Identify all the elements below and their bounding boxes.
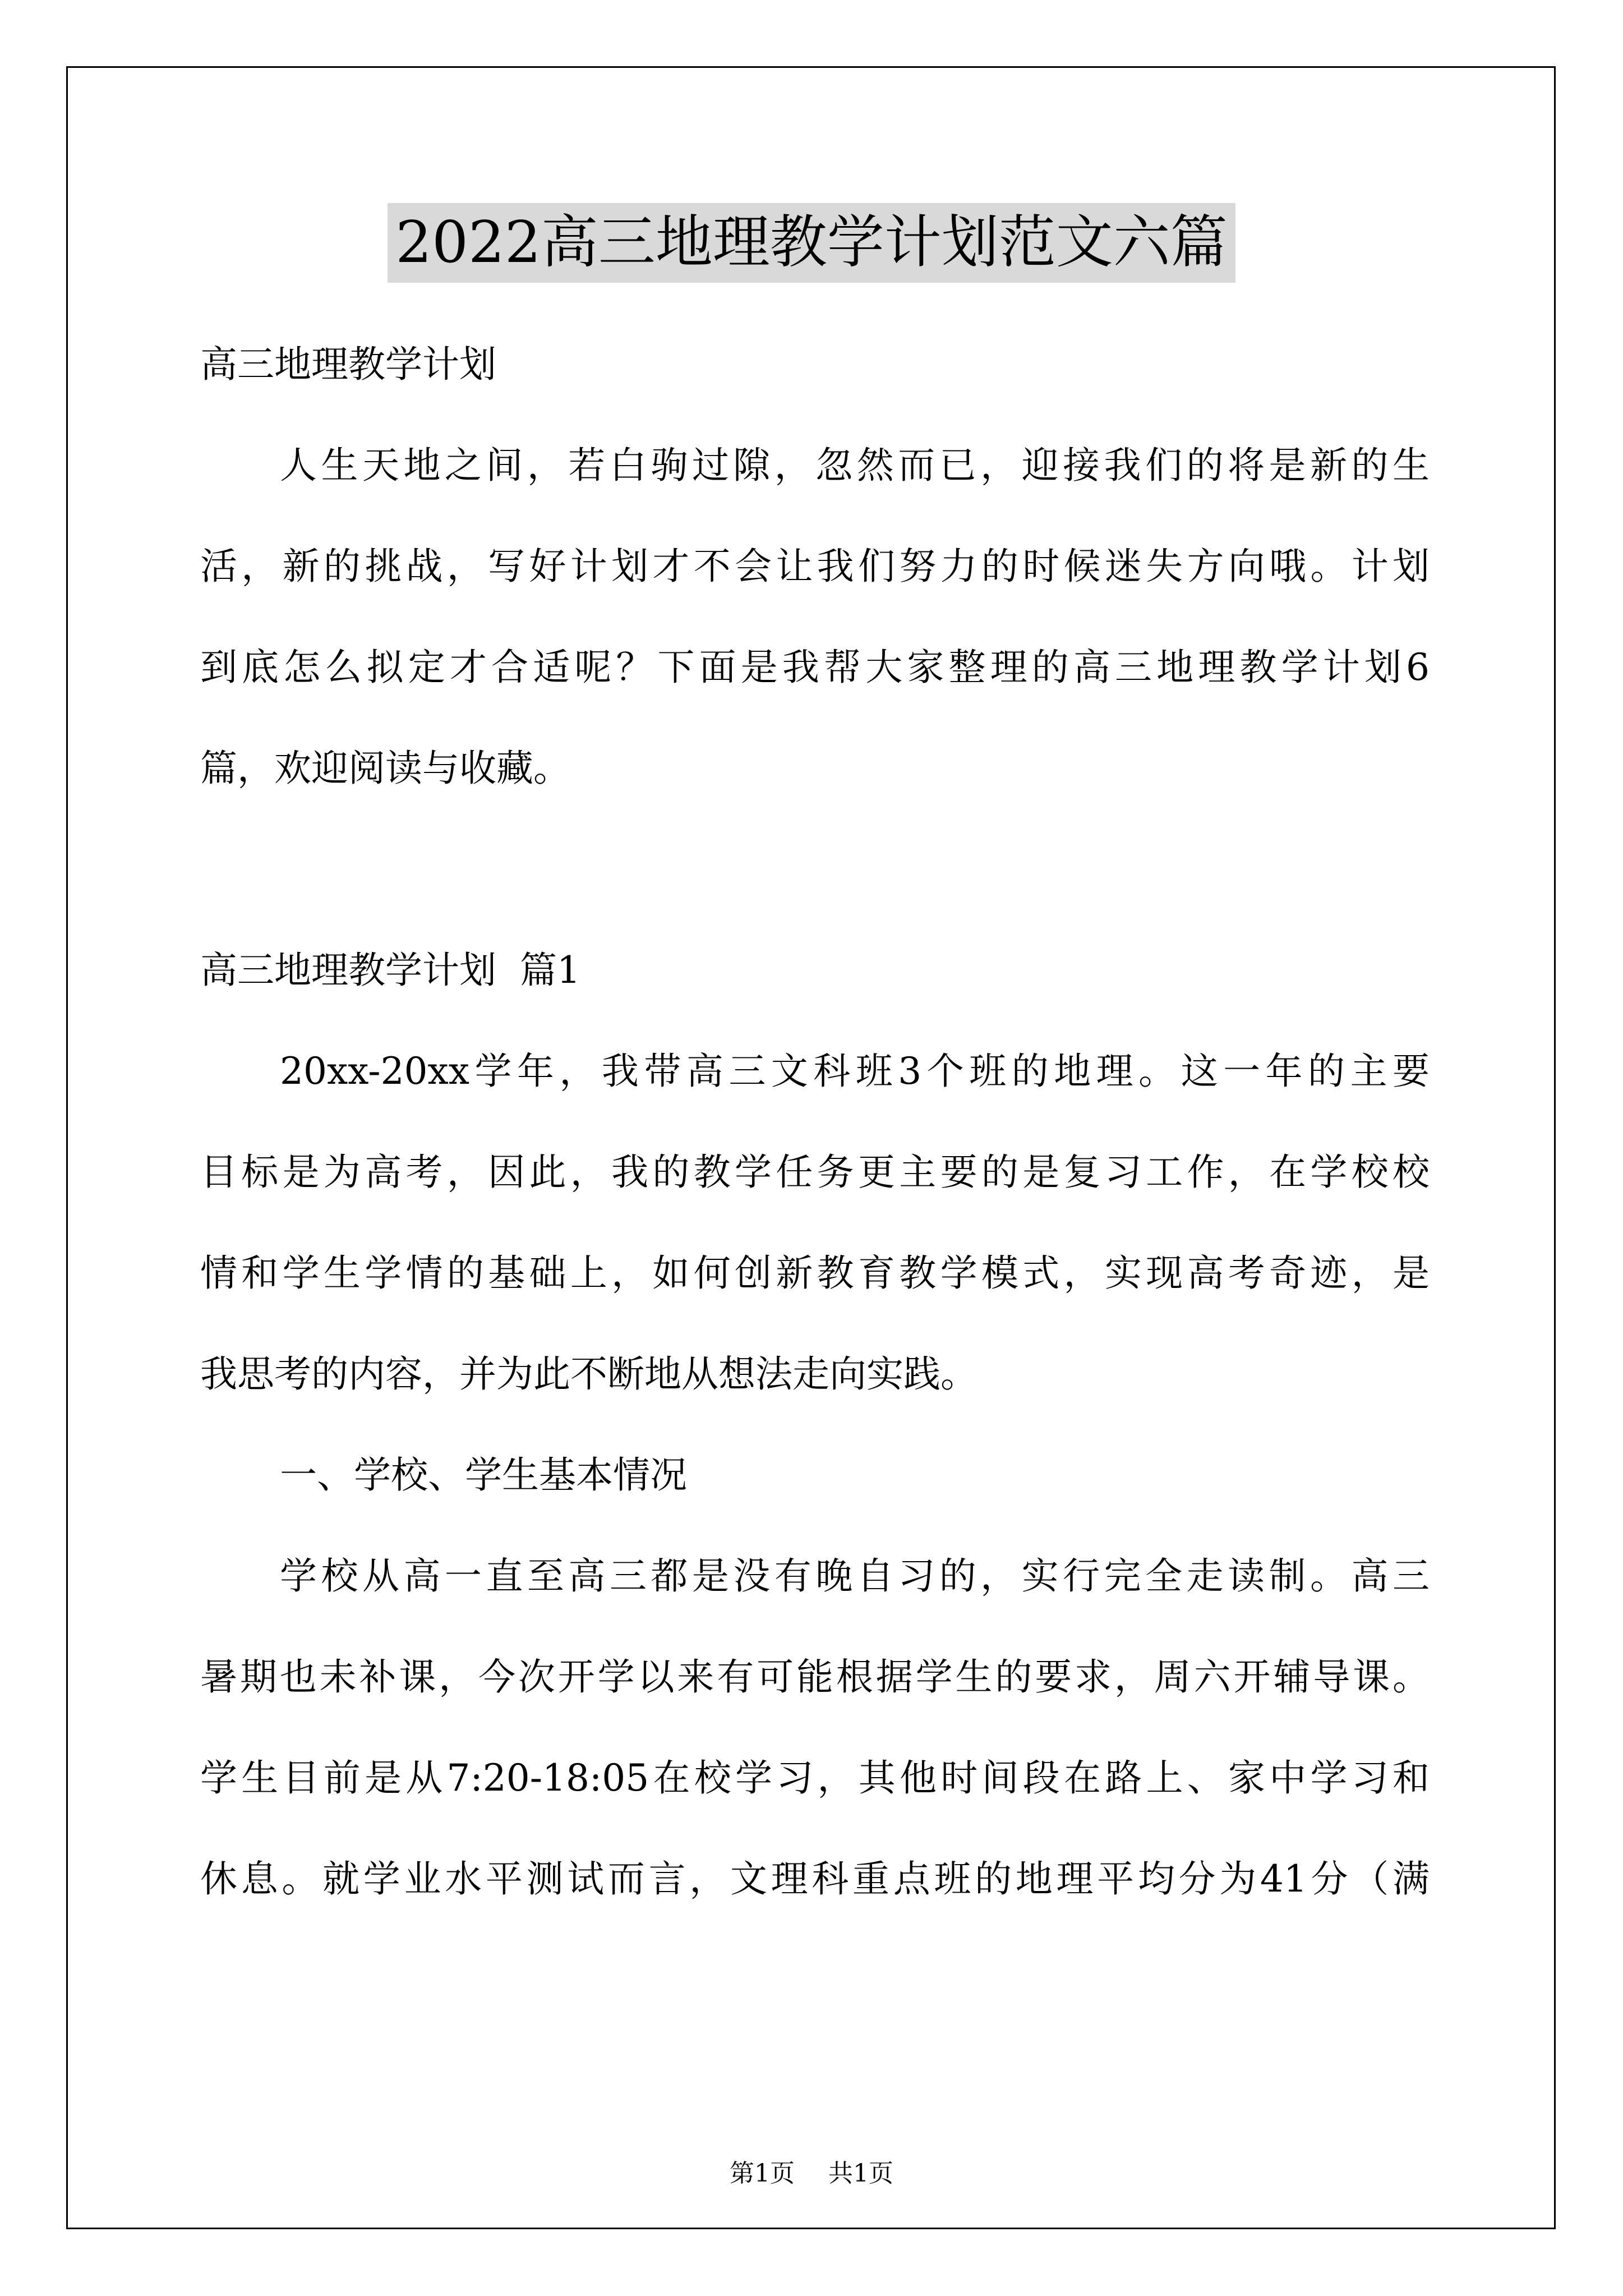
paragraph-line: 休息。就学业水平测试而言，文理科重点班的地理平均分为41分（满 xyxy=(200,1857,1430,1901)
page-footer xyxy=(0,2153,1623,2189)
page-number: 第1页 xyxy=(730,2159,795,2188)
paragraph-line: 20xx-20xx学年，我带高三文科班3个班的地理。这一年的主要 xyxy=(280,1050,1430,1093)
title-container xyxy=(0,203,1623,283)
paragraph-line: 我思考的内容，并为此不断地从想法走向实践。 xyxy=(200,1352,978,1396)
document-body xyxy=(200,314,1430,1930)
paragraph-line: 活，新的挑战，写好计划才不会让我们努力的时候迷失方向哦。计划 xyxy=(200,545,1430,588)
paragraph-line: 学校从高一直至高三都是没有晚自习的，实行完全走读制。高三 xyxy=(280,1554,1430,1598)
paragraph-line: 情和学生学情的基础上，如何创新教育教学模式，实现高考奇迹，是 xyxy=(200,1251,1430,1295)
subheading: 一、学校、学生基本情况 xyxy=(280,1453,687,1497)
paragraph-line: 学生目前是从7:20-18:05在校学习，其他时间段在路上、家中学习和 xyxy=(200,1756,1430,1800)
spacer xyxy=(200,819,1430,920)
paragraph-line: 暑期也未补课，今次开学以来有可能根据学生的要求，周六开辅导课。 xyxy=(200,1655,1430,1699)
section-heading: 高三地理教学计划 xyxy=(200,343,496,386)
page-total: 共1页 xyxy=(828,2159,893,2188)
paragraph-line: 篇，欢迎阅读与收藏。 xyxy=(200,747,570,790)
paragraph-line: 目标是为高考，因此，我的教学任务更主要的是复习工作，在学校校 xyxy=(200,1151,1430,1194)
paragraph-line: 人生天地之间，若白驹过隙，忽然而已，迎接我们的将是新的生 xyxy=(280,444,1430,487)
document-title: 2022高三地理教学计划范文六篇 xyxy=(388,203,1235,283)
paragraph-line: 到底怎么拟定才合适呢？下面是我帮大家整理的高三地理教学计划6 xyxy=(200,646,1430,689)
part-heading: 高三地理教学计划 篇1 xyxy=(200,949,580,992)
